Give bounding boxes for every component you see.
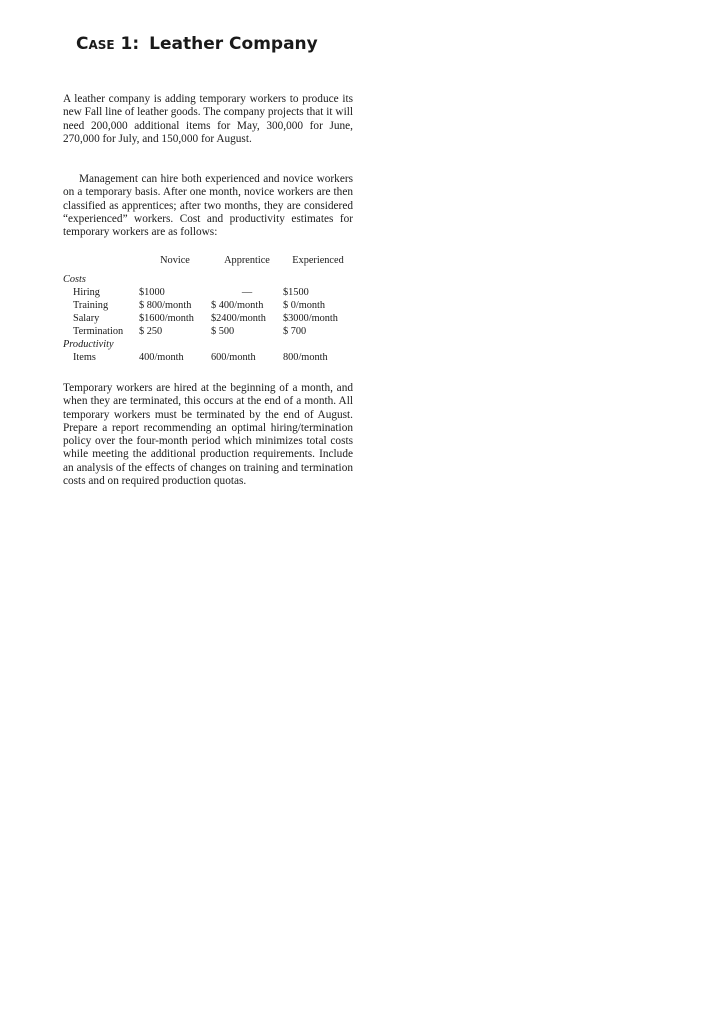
cell-experienced: $ 700 xyxy=(283,326,307,337)
cell-experienced: $ 0/month xyxy=(283,300,326,311)
row-label: Hiring xyxy=(73,287,100,298)
table-row xyxy=(63,312,353,325)
table-header-row xyxy=(63,254,353,273)
cell-novice: $1600/month xyxy=(139,313,194,324)
row-label: Termination xyxy=(73,326,124,337)
row-label: Training xyxy=(73,300,109,311)
case-title: Leather Company xyxy=(149,34,318,54)
costs-section-row xyxy=(63,273,353,286)
case-label: Case 1: xyxy=(76,34,140,54)
cell-apprentice: $2400/month xyxy=(211,313,266,324)
cell-apprentice: 600/month xyxy=(211,352,256,363)
cell-apprentice: $ 500 xyxy=(211,326,235,337)
intro-paragraph: A leather company is adding temporary workers to produce its new Fall line of leather goods. The company projects that it will need 200,000 additional items for May, 300,000 for June, 270,000 for July, and 150,000 for August. xyxy=(63,93,353,145)
cell-experienced: $3000/month xyxy=(283,313,338,324)
row-label: Salary xyxy=(73,313,100,324)
header-blank xyxy=(63,254,139,273)
cell-novice: $ 250 xyxy=(139,326,163,337)
row-label: Items xyxy=(73,352,96,363)
cost-productivity-table xyxy=(63,254,353,364)
management-paragraph: Management can hire both experienced and novice workers on a temporary basis. After one month, novice workers are then classified as apprentices; after two months, they are considered “experienced” workers. Cost and productivity estimates for temporary workers are as follows: xyxy=(63,173,353,239)
cell-novice: $1000 xyxy=(139,287,165,298)
costs-section-label: Costs xyxy=(63,274,86,285)
table-row xyxy=(63,286,353,299)
cell-novice: 400/month xyxy=(139,352,184,363)
cell-experienced: $1500 xyxy=(283,287,309,298)
case-heading xyxy=(76,34,318,54)
cell-apprentice: $ 400/month xyxy=(211,300,264,311)
cell-apprentice: — xyxy=(241,287,253,298)
column-header-apprentice: Apprentice xyxy=(224,255,270,266)
table-row xyxy=(63,299,353,312)
conclusion-paragraph: Temporary workers are hired at the beginning of a month, and when they are terminated, this occurs at the end of a month. All temporary workers must be terminated by the end of August. Prepare a report recommending an optimal hiring/termination policy over the four-month period which minimizes total costs while meeting the additional production requirements. Include an analysis of the effects of changes on training and termination costs and on required production quotas. xyxy=(63,382,353,488)
productivity-section-label: Productivity xyxy=(63,339,114,350)
table-row xyxy=(63,351,353,364)
column-header-experienced: Experienced xyxy=(292,255,344,266)
cell-experienced: 800/month xyxy=(283,352,328,363)
table-row xyxy=(63,325,353,338)
productivity-section-row xyxy=(63,338,353,351)
cell-novice: $ 800/month xyxy=(139,300,192,311)
column-header-novice: Novice xyxy=(160,255,190,266)
